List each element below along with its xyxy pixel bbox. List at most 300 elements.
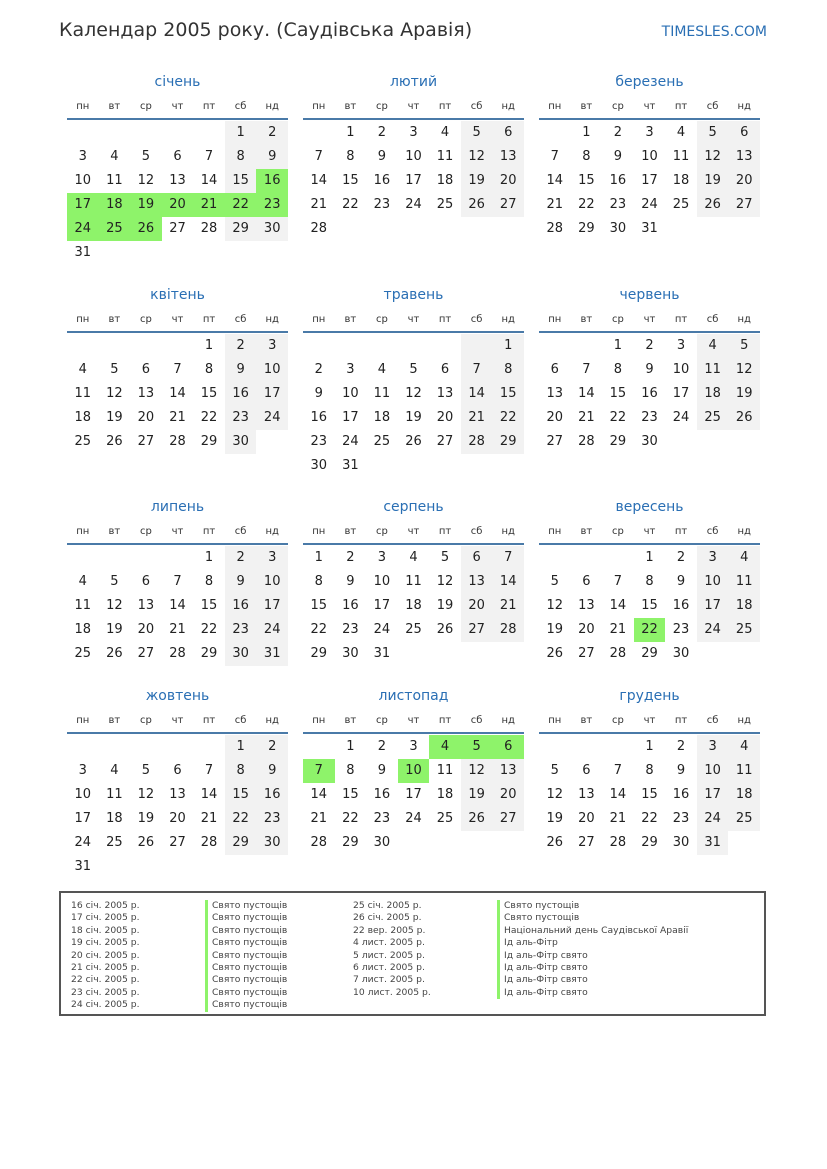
day-cell[interactable]: 4 xyxy=(676,125,686,140)
day-cell[interactable]: 4 xyxy=(697,334,729,358)
day-cell[interactable]: 22 xyxy=(310,622,328,637)
day-cell[interactable]: 31 xyxy=(373,646,391,661)
day-cell[interactable]: 25 xyxy=(728,618,760,642)
day-cell[interactable]: 20 xyxy=(546,410,564,425)
day-cell[interactable]: 28 xyxy=(169,434,186,449)
day-cell[interactable]: 18 xyxy=(405,598,422,613)
day-cell[interactable]: 27 xyxy=(578,646,595,661)
day-cell[interactable]: 26 xyxy=(546,835,564,850)
day-cell[interactable]: 20 xyxy=(578,811,595,826)
day-cell[interactable]: 31 xyxy=(256,642,288,666)
day-cell[interactable]: 8 xyxy=(314,574,323,589)
day-cell[interactable]: 21 xyxy=(200,811,218,826)
day-cell[interactable]: 26 xyxy=(461,193,493,217)
day-cell[interactable]: 22 xyxy=(634,618,666,642)
day-cell[interactable]: 11 xyxy=(106,787,123,802)
day-cell[interactable]: 18 xyxy=(728,783,760,807)
day-cell[interactable]: 24 xyxy=(256,618,288,642)
day-cell[interactable]: 22 xyxy=(609,410,627,425)
day-cell[interactable]: 10 xyxy=(697,759,729,783)
day-cell[interactable]: 6 xyxy=(173,149,182,164)
day-cell[interactable]: 19 xyxy=(728,382,760,406)
day-cell[interactable]: 15 xyxy=(641,598,658,613)
day-cell[interactable]: 18 xyxy=(99,193,131,217)
day-cell[interactable]: 16 xyxy=(342,598,359,613)
day-cell[interactable]: 19 xyxy=(137,811,155,826)
day-cell[interactable]: 9 xyxy=(613,149,623,164)
day-cell[interactable]: 2 xyxy=(256,121,288,145)
day-cell[interactable]: 22 xyxy=(342,811,359,826)
day-cell[interactable]: 27 xyxy=(461,618,493,642)
day-cell[interactable]: 27 xyxy=(578,835,595,850)
day-cell[interactable]: 23 xyxy=(256,807,288,831)
day-cell[interactable]: 7 xyxy=(492,546,524,570)
day-cell[interactable]: 14 xyxy=(578,386,595,401)
day-cell[interactable]: 23 xyxy=(256,193,288,217)
day-cell[interactable]: 13 xyxy=(461,570,493,594)
day-cell[interactable]: 20 xyxy=(169,811,186,826)
day-cell[interactable]: 1 xyxy=(346,125,355,140)
day-cell[interactable]: 1 xyxy=(204,550,214,565)
day-cell[interactable]: 3 xyxy=(256,546,288,570)
day-cell[interactable]: 10 xyxy=(373,574,391,589)
day-cell[interactable]: 13 xyxy=(492,145,524,169)
day-cell[interactable]: 6 xyxy=(550,362,559,377)
day-cell[interactable]: 22 xyxy=(578,197,595,212)
day-cell[interactable]: 16 xyxy=(672,787,690,802)
day-cell[interactable]: 17 xyxy=(342,410,359,425)
day-cell[interactable]: 16 xyxy=(672,598,690,613)
day-cell[interactable]: 21 xyxy=(492,594,524,618)
day-cell[interactable]: 17 xyxy=(405,787,422,802)
day-cell[interactable]: 26 xyxy=(405,434,422,449)
day-cell[interactable]: 18 xyxy=(74,622,92,637)
day-cell[interactable]: 20 xyxy=(728,169,760,193)
day-cell[interactable]: 12 xyxy=(137,787,155,802)
day-cell[interactable]: 22 xyxy=(225,807,257,831)
day-cell[interactable]: 2 xyxy=(676,550,686,565)
day-cell[interactable]: 9 xyxy=(314,386,323,401)
day-cell[interactable]: 1 xyxy=(492,334,524,358)
day-cell[interactable]: 22 xyxy=(641,811,658,826)
day-cell[interactable]: 1 xyxy=(645,550,654,565)
day-cell[interactable]: 12 xyxy=(436,574,454,589)
day-cell[interactable]: 5 xyxy=(550,763,559,778)
day-cell[interactable]: 13 xyxy=(137,598,155,613)
day-cell[interactable]: 8 xyxy=(346,149,355,164)
day-cell[interactable]: 29 xyxy=(609,434,627,449)
day-cell[interactable]: 23 xyxy=(609,197,627,212)
day-cell[interactable]: 26 xyxy=(106,434,123,449)
day-cell[interactable]: 21 xyxy=(609,811,627,826)
day-cell[interactable]: 27 xyxy=(169,835,186,850)
day-cell[interactable]: 5 xyxy=(550,574,559,589)
day-cell[interactable]: 23 xyxy=(672,622,690,637)
day-cell[interactable]: 10 xyxy=(74,787,92,802)
day-cell[interactable]: 26 xyxy=(546,646,564,661)
day-cell[interactable]: 23 xyxy=(373,197,391,212)
day-cell[interactable]: 13 xyxy=(492,759,524,783)
day-cell[interactable]: 22 xyxy=(200,410,218,425)
day-cell[interactable]: 14 xyxy=(169,598,186,613)
day-cell[interactable]: 20 xyxy=(461,594,493,618)
day-cell[interactable]: 11 xyxy=(373,386,391,401)
day-cell[interactable]: 18 xyxy=(697,382,729,406)
day-cell[interactable]: 3 xyxy=(697,546,729,570)
day-cell[interactable]: 16 xyxy=(256,783,288,807)
day-cell[interactable]: 18 xyxy=(436,787,454,802)
day-cell[interactable]: 23 xyxy=(310,434,328,449)
day-cell[interactable]: 19 xyxy=(461,169,493,193)
day-cell[interactable]: 14 xyxy=(310,787,328,802)
day-cell[interactable]: 6 xyxy=(492,735,524,759)
day-cell[interactable]: 17 xyxy=(697,594,729,618)
day-cell[interactable]: 10 xyxy=(74,173,92,188)
day-cell[interactable]: 19 xyxy=(405,410,422,425)
day-cell[interactable]: 29 xyxy=(641,646,658,661)
day-cell[interactable]: 19 xyxy=(546,622,564,637)
day-cell[interactable]: 1 xyxy=(314,550,323,565)
day-cell[interactable]: 2 xyxy=(613,125,623,140)
day-cell[interactable]: 27 xyxy=(169,221,186,236)
day-cell[interactable]: 7 xyxy=(303,759,335,783)
day-cell[interactable]: 26 xyxy=(106,646,123,661)
day-cell[interactable]: 12 xyxy=(697,145,729,169)
day-cell[interactable]: 9 xyxy=(256,145,288,169)
day-cell[interactable]: 4 xyxy=(728,735,760,759)
day-cell[interactable]: 23 xyxy=(672,811,690,826)
day-cell[interactable]: 3 xyxy=(645,125,654,140)
day-cell[interactable]: 28 xyxy=(461,430,493,454)
day-cell[interactable]: 17 xyxy=(256,382,288,406)
day-cell[interactable]: 13 xyxy=(137,386,155,401)
day-cell[interactable]: 8 xyxy=(225,145,257,169)
day-cell[interactable]: 9 xyxy=(225,358,257,382)
day-cell[interactable]: 24 xyxy=(672,410,690,425)
day-cell[interactable]: 5 xyxy=(440,550,450,565)
day-cell[interactable]: 8 xyxy=(645,763,654,778)
day-cell[interactable]: 8 xyxy=(645,574,654,589)
day-cell[interactable]: 7 xyxy=(314,149,323,164)
day-cell[interactable]: 30 xyxy=(373,835,391,850)
day-cell[interactable]: 24 xyxy=(256,406,288,430)
day-cell[interactable]: 26 xyxy=(461,807,493,831)
day-cell[interactable]: 27 xyxy=(492,807,524,831)
day-cell[interactable]: 29 xyxy=(342,835,359,850)
day-cell[interactable]: 4 xyxy=(377,362,387,377)
day-cell[interactable]: 7 xyxy=(582,362,591,377)
day-cell[interactable]: 7 xyxy=(461,358,493,382)
day-cell[interactable]: 4 xyxy=(110,149,119,164)
day-cell[interactable]: 20 xyxy=(436,410,454,425)
day-cell[interactable]: 9 xyxy=(346,574,355,589)
day-cell[interactable]: 5 xyxy=(461,735,493,759)
day-cell[interactable]: 27 xyxy=(137,434,155,449)
day-cell[interactable]: 9 xyxy=(256,759,288,783)
day-cell[interactable]: 12 xyxy=(405,386,422,401)
day-cell[interactable]: 23 xyxy=(225,618,257,642)
day-cell[interactable]: 29 xyxy=(225,831,257,855)
day-cell[interactable]: 31 xyxy=(74,859,92,874)
day-cell[interactable]: 5 xyxy=(110,574,119,589)
day-cell[interactable]: 26 xyxy=(130,217,162,241)
day-cell[interactable]: 28 xyxy=(578,434,595,449)
day-cell[interactable]: 11 xyxy=(436,149,454,164)
day-cell[interactable]: 9 xyxy=(676,763,686,778)
day-cell[interactable]: 6 xyxy=(728,121,760,145)
day-cell[interactable]: 25 xyxy=(74,646,92,661)
day-cell[interactable]: 5 xyxy=(728,334,760,358)
day-cell[interactable]: 10 xyxy=(405,149,422,164)
day-cell[interactable]: 6 xyxy=(173,763,182,778)
day-cell[interactable]: 9 xyxy=(225,570,257,594)
day-cell[interactable]: 2 xyxy=(314,362,323,377)
day-cell[interactable]: 6 xyxy=(440,362,450,377)
day-cell[interactable]: 1 xyxy=(613,338,623,353)
day-cell[interactable]: 4 xyxy=(409,550,418,565)
day-cell[interactable]: 5 xyxy=(141,763,151,778)
day-cell[interactable]: 28 xyxy=(169,646,186,661)
day-cell[interactable]: 13 xyxy=(546,386,564,401)
day-cell[interactable]: 8 xyxy=(492,358,524,382)
day-cell[interactable]: 15 xyxy=(578,173,595,188)
day-cell[interactable]: 28 xyxy=(200,221,218,236)
day-cell[interactable]: 26 xyxy=(436,622,454,637)
day-cell[interactable]: 10 xyxy=(256,570,288,594)
day-cell[interactable]: 5 xyxy=(409,362,418,377)
day-cell[interactable]: 5 xyxy=(141,149,151,164)
day-cell[interactable]: 30 xyxy=(672,646,690,661)
day-cell[interactable]: 9 xyxy=(676,574,686,589)
day-cell[interactable]: 12 xyxy=(461,759,493,783)
day-cell[interactable]: 25 xyxy=(672,197,690,212)
day-cell[interactable]: 12 xyxy=(106,386,123,401)
day-cell[interactable]: 30 xyxy=(256,831,288,855)
day-cell[interactable]: 13 xyxy=(436,386,454,401)
day-cell[interactable]: 7 xyxy=(173,362,182,377)
day-cell[interactable]: 13 xyxy=(578,598,595,613)
day-cell[interactable]: 18 xyxy=(373,410,391,425)
day-cell[interactable]: 2 xyxy=(676,739,686,754)
day-cell[interactable]: 6 xyxy=(461,546,493,570)
day-cell[interactable]: 3 xyxy=(697,735,729,759)
day-cell[interactable]: 21 xyxy=(546,197,564,212)
day-cell[interactable]: 21 xyxy=(310,811,328,826)
day-cell[interactable]: 11 xyxy=(697,358,729,382)
day-cell[interactable]: 29 xyxy=(578,221,595,236)
day-cell[interactable]: 3 xyxy=(78,763,87,778)
day-cell[interactable]: 24 xyxy=(641,197,658,212)
day-cell[interactable]: 1 xyxy=(346,739,355,754)
day-cell[interactable]: 25 xyxy=(697,406,729,430)
day-cell[interactable]: 28 xyxy=(310,221,328,236)
day-cell[interactable]: 5 xyxy=(110,362,119,377)
day-cell[interactable]: 17 xyxy=(641,173,658,188)
day-cell[interactable]: 4 xyxy=(440,125,450,140)
day-cell[interactable]: 18 xyxy=(74,410,92,425)
day-cell[interactable]: 19 xyxy=(106,410,123,425)
day-cell[interactable]: 25 xyxy=(106,835,123,850)
day-cell[interactable]: 10 xyxy=(398,759,430,783)
day-cell[interactable]: 4 xyxy=(429,735,461,759)
day-cell[interactable]: 25 xyxy=(436,811,454,826)
day-cell[interactable]: 8 xyxy=(204,574,214,589)
day-cell[interactable]: 23 xyxy=(641,410,658,425)
day-cell[interactable]: 4 xyxy=(728,546,760,570)
day-cell[interactable]: 23 xyxy=(342,622,359,637)
day-cell[interactable]: 30 xyxy=(256,217,288,241)
day-cell[interactable]: 8 xyxy=(204,362,214,377)
day-cell[interactable]: 7 xyxy=(613,574,623,589)
day-cell[interactable]: 13 xyxy=(169,173,186,188)
day-cell[interactable]: 17 xyxy=(67,193,99,217)
site-link[interactable]: TIMESLES.COM xyxy=(661,24,767,40)
day-cell[interactable]: 30 xyxy=(609,221,627,236)
day-cell[interactable]: 15 xyxy=(492,382,524,406)
day-cell[interactable]: 14 xyxy=(492,570,524,594)
day-cell[interactable]: 22 xyxy=(342,197,359,212)
day-cell[interactable]: 27 xyxy=(546,434,564,449)
day-cell[interactable]: 8 xyxy=(346,763,355,778)
day-cell[interactable]: 24 xyxy=(697,807,729,831)
day-cell[interactable]: 24 xyxy=(74,835,92,850)
day-cell[interactable]: 12 xyxy=(546,787,564,802)
day-cell[interactable]: 18 xyxy=(106,811,123,826)
day-cell[interactable]: 2 xyxy=(256,735,288,759)
day-cell[interactable]: 31 xyxy=(641,221,658,236)
day-cell[interactable]: 14 xyxy=(200,173,218,188)
day-cell[interactable]: 2 xyxy=(225,334,257,358)
day-cell[interactable]: 18 xyxy=(672,173,690,188)
day-cell[interactable]: 16 xyxy=(609,173,627,188)
day-cell[interactable]: 15 xyxy=(342,787,359,802)
day-cell[interactable]: 31 xyxy=(697,831,729,855)
day-cell[interactable]: 15 xyxy=(310,598,328,613)
day-cell[interactable]: 30 xyxy=(225,642,257,666)
day-cell[interactable]: 27 xyxy=(436,434,454,449)
day-cell[interactable]: 5 xyxy=(697,121,729,145)
day-cell[interactable]: 17 xyxy=(405,173,422,188)
day-cell[interactable]: 21 xyxy=(193,193,225,217)
day-cell[interactable]: 27 xyxy=(492,193,524,217)
day-cell[interactable]: 28 xyxy=(492,618,524,642)
day-cell[interactable]: 1 xyxy=(582,125,591,140)
day-cell[interactable]: 16 xyxy=(641,386,658,401)
day-cell[interactable]: 20 xyxy=(162,193,194,217)
day-cell[interactable]: 20 xyxy=(492,169,524,193)
day-cell[interactable]: 18 xyxy=(436,173,454,188)
day-cell[interactable]: 12 xyxy=(137,173,155,188)
day-cell[interactable]: 27 xyxy=(728,193,760,217)
day-cell[interactable]: 15 xyxy=(641,787,658,802)
day-cell[interactable]: 2 xyxy=(645,338,654,353)
day-cell[interactable]: 11 xyxy=(436,763,454,778)
day-cell[interactable]: 17 xyxy=(697,783,729,807)
day-cell[interactable]: 21 xyxy=(578,410,595,425)
day-cell[interactable]: 11 xyxy=(728,759,760,783)
day-cell[interactable]: 15 xyxy=(225,783,257,807)
day-cell[interactable]: 10 xyxy=(672,362,690,377)
day-cell[interactable]: 30 xyxy=(310,458,328,473)
day-cell[interactable]: 8 xyxy=(613,362,623,377)
day-cell[interactable]: 12 xyxy=(461,145,493,169)
day-cell[interactable]: 25 xyxy=(74,434,92,449)
day-cell[interactable]: 29 xyxy=(200,646,218,661)
day-cell[interactable]: 7 xyxy=(204,763,214,778)
day-cell[interactable]: 20 xyxy=(137,622,155,637)
day-cell[interactable]: 21 xyxy=(461,406,493,430)
day-cell[interactable]: 29 xyxy=(225,217,257,241)
day-cell[interactable]: 30 xyxy=(225,430,257,454)
day-cell[interactable]: 16 xyxy=(225,382,257,406)
day-cell[interactable]: 15 xyxy=(609,386,627,401)
day-cell[interactable]: 3 xyxy=(409,125,418,140)
day-cell[interactable]: 10 xyxy=(256,358,288,382)
day-cell[interactable]: 3 xyxy=(346,362,355,377)
day-cell[interactable]: 19 xyxy=(436,598,454,613)
day-cell[interactable]: 26 xyxy=(728,406,760,430)
day-cell[interactable]: 9 xyxy=(377,149,387,164)
day-cell[interactable]: 16 xyxy=(225,594,257,618)
day-cell[interactable]: 28 xyxy=(609,646,627,661)
day-cell[interactable]: 28 xyxy=(310,835,328,850)
day-cell[interactable]: 3 xyxy=(676,338,686,353)
day-cell[interactable]: 14 xyxy=(169,386,186,401)
day-cell[interactable]: 7 xyxy=(204,149,214,164)
day-cell[interactable]: 17 xyxy=(256,594,288,618)
day-cell[interactable]: 12 xyxy=(728,358,760,382)
day-cell[interactable]: 11 xyxy=(74,598,92,613)
day-cell[interactable]: 6 xyxy=(492,121,524,145)
day-cell[interactable]: 31 xyxy=(74,245,92,260)
day-cell[interactable]: 6 xyxy=(582,763,591,778)
day-cell[interactable]: 3 xyxy=(256,334,288,358)
day-cell[interactable]: 11 xyxy=(728,570,760,594)
day-cell[interactable]: 29 xyxy=(200,434,218,449)
day-cell[interactable]: 13 xyxy=(578,787,595,802)
day-cell[interactable]: 24 xyxy=(405,811,422,826)
day-cell[interactable]: 22 xyxy=(492,406,524,430)
day-cell[interactable]: 3 xyxy=(78,149,87,164)
day-cell[interactable]: 2 xyxy=(377,739,387,754)
day-cell[interactable]: 1 xyxy=(204,338,214,353)
day-cell[interactable]: 26 xyxy=(697,193,729,217)
day-cell[interactable]: 24 xyxy=(405,197,422,212)
day-cell[interactable]: 7 xyxy=(613,763,623,778)
day-cell[interactable]: 11 xyxy=(405,574,422,589)
day-cell[interactable]: 25 xyxy=(436,197,454,212)
day-cell[interactable]: 22 xyxy=(200,622,218,637)
day-cell[interactable]: 21 xyxy=(609,622,627,637)
day-cell[interactable]: 14 xyxy=(609,787,627,802)
day-cell[interactable]: 17 xyxy=(373,598,391,613)
day-cell[interactable]: 27 xyxy=(137,646,155,661)
day-cell[interactable]: 4 xyxy=(110,763,119,778)
day-cell[interactable]: 8 xyxy=(582,149,591,164)
day-cell[interactable]: 8 xyxy=(225,759,257,783)
day-cell[interactable]: 3 xyxy=(409,739,418,754)
day-cell[interactable]: 5 xyxy=(461,121,493,145)
day-cell[interactable]: 10 xyxy=(697,570,729,594)
day-cell[interactable]: 19 xyxy=(546,811,564,826)
day-cell[interactable]: 11 xyxy=(106,173,123,188)
day-cell[interactable]: 12 xyxy=(106,598,123,613)
day-cell[interactable]: 28 xyxy=(546,221,564,236)
day-cell[interactable]: 28 xyxy=(609,835,627,850)
day-cell[interactable]: 29 xyxy=(310,646,328,661)
day-cell[interactable]: 13 xyxy=(169,787,186,802)
day-cell[interactable]: 25 xyxy=(373,434,391,449)
